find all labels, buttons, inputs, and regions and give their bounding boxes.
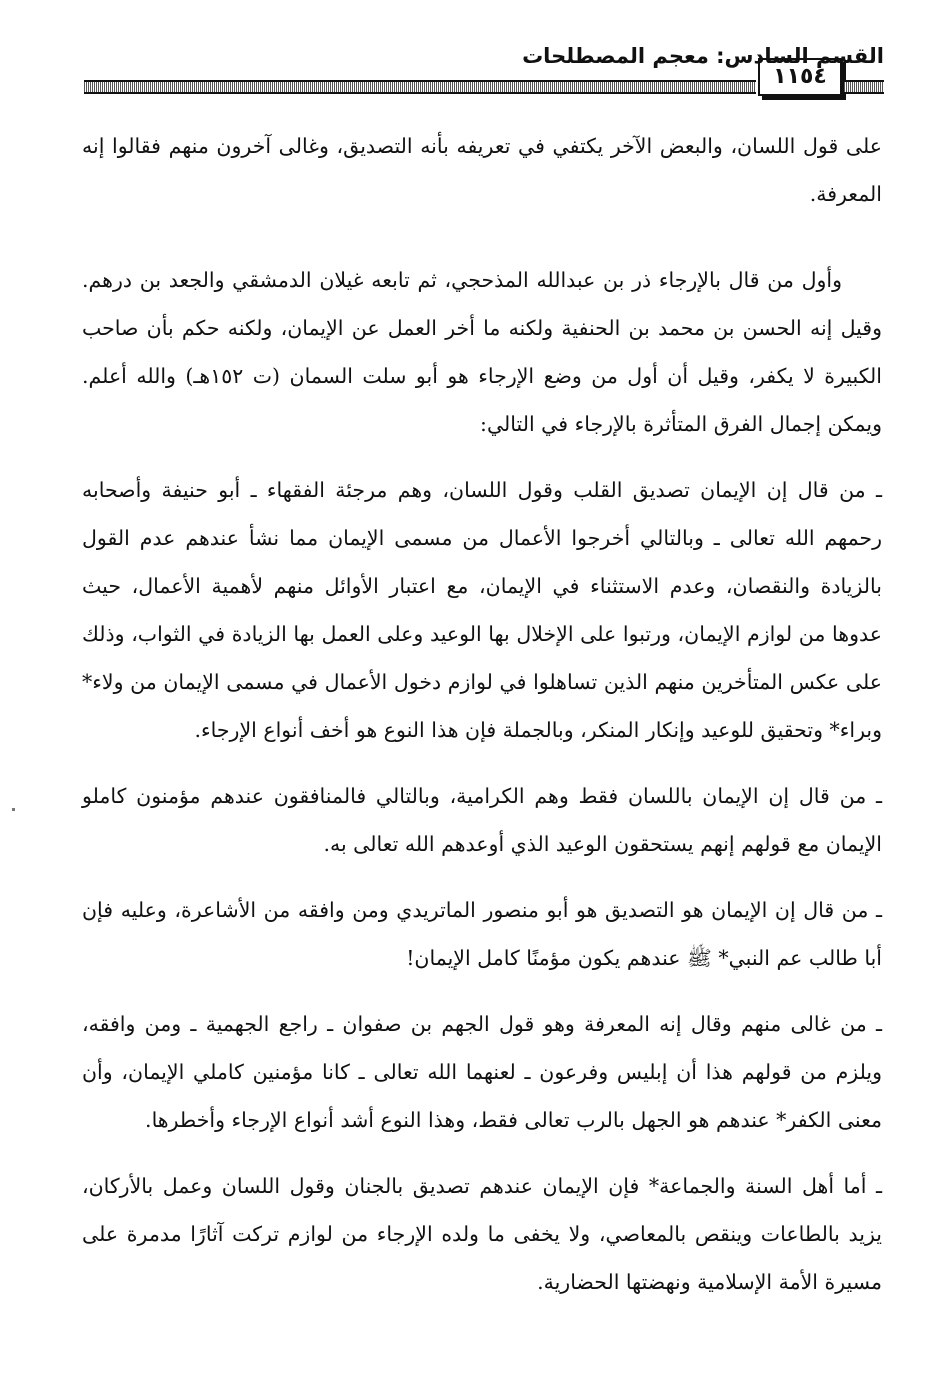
paragraph-continuation: على قول اللسان، والبعض الآخر يكتفي في تعريفه بأنه التصديق، وغالى آخرون منهم فقالوا إنه المعرفة. [82,134,882,206]
list-item-fuqaha: ـ من قال إن الإيمان تصديق القلب وقول اللسان، وهم مرجئة الفقهاء ـ أبو حنيفة وأصحابه رحمهم الله تعالى ـ وبالتالي أخرجوا الأعمال من مسمى الإيمان مما نشأ عندهم عدم القول بالزيادة والنقصان، وعدم الاستثناء في الإيمان، مع اعتبار الأوائل منهم لأهمية الأعمال، حيث عدوها من لوازم الإيمان، ورتبوا على الإخلال بها الوعيد وعلى العمل بها الزيادة في الثواب، وذلك على عكس المتأخرين منهم الذين تساهلوا في لوازم دخول الأعمال في مسمى الإيمان من ولاء* وبراء* وتحقيق للوعيد وإنكار المنكر، وبالجملة فإن هذا النوع هو أخف أنواع الإرجاء. [82,478,882,742]
list-item-jahm: ـ من غالى منهم وقال إنه المعرفة وهو قول الجهم بن صفوان ـ راجع الجهمية ـ ومن وافقه، ويلزم من قولهم هذا أن إبليس وفرعون ـ لعنهما الله تعالى ـ كانا مؤمنين كاملي الإيمان، وأن معنى الكفر* عندهم هو الجهل بالرب تعالى فقط، وهذا النوع أشد أنواع الإرجاء وأخطرها. [82,1012,882,1132]
page-header [84,38,884,98]
page-number: ١١٥٤ [758,58,842,96]
list-item-karramiyya: ـ من قال إن الإيمان باللسان فقط وهم الكرامية، وبالتالي فالمنافقون عندهم مؤمنون كاملو الإيمان مع قولهم إنهم يستحقون الوعيد الذي أوعدهم الله تعالى به. [82,784,882,856]
list-item-ahl-al-sunna: ـ أما أهل السنة والجماعة* فإن الإيمان عندهم تصديق بالجنان وقول اللسان وعمل بالأركان، يزيد بالطاعات وينقص بالمعاصي، ولا يخفى ما ولده الإرجاء من لوازم تركت آثارًا مدمرة على مسيرة الأمة الإسلامية ونهضتها الحضارية. [82,1174,882,1294]
header-rule [84,80,756,94]
list-item-maturidi: ـ من قال إن الإيمان هو التصديق هو أبو منصور الماتريدي ومن وافقه من الأشاعرة، وعليه فإن أبا طالب عم النبي* ﷺ عندهم يكون مؤمنًا كامل الإيمان! [82,898,882,970]
scan-speck [12,808,15,811]
body-text [82,122,882,1306]
section-title: القسم السادس: معجم المصطلحات [522,44,884,68]
paragraph-origins: وأول من قال بالإرجاء ذر بن عبدالله المذحجي، ثم تابعه غيلان الدمشقي والجعد بن درهم. وقيل إنه الحسن بن محمد بن الحنفية ولكنه ما أخر العمل عن الإيمان، ولكنه حكم بأن صاحب الكبيرة لا يكفر، وقيل أن أول من وضع الإرجاء هو أبو سلت السمان (ت ١٥٢هـ) والله أعلم. ويمكن إجمال الفرق المتأثرة بالإرجاء في التالي: [82,268,882,436]
header-rule-end [844,80,884,94]
